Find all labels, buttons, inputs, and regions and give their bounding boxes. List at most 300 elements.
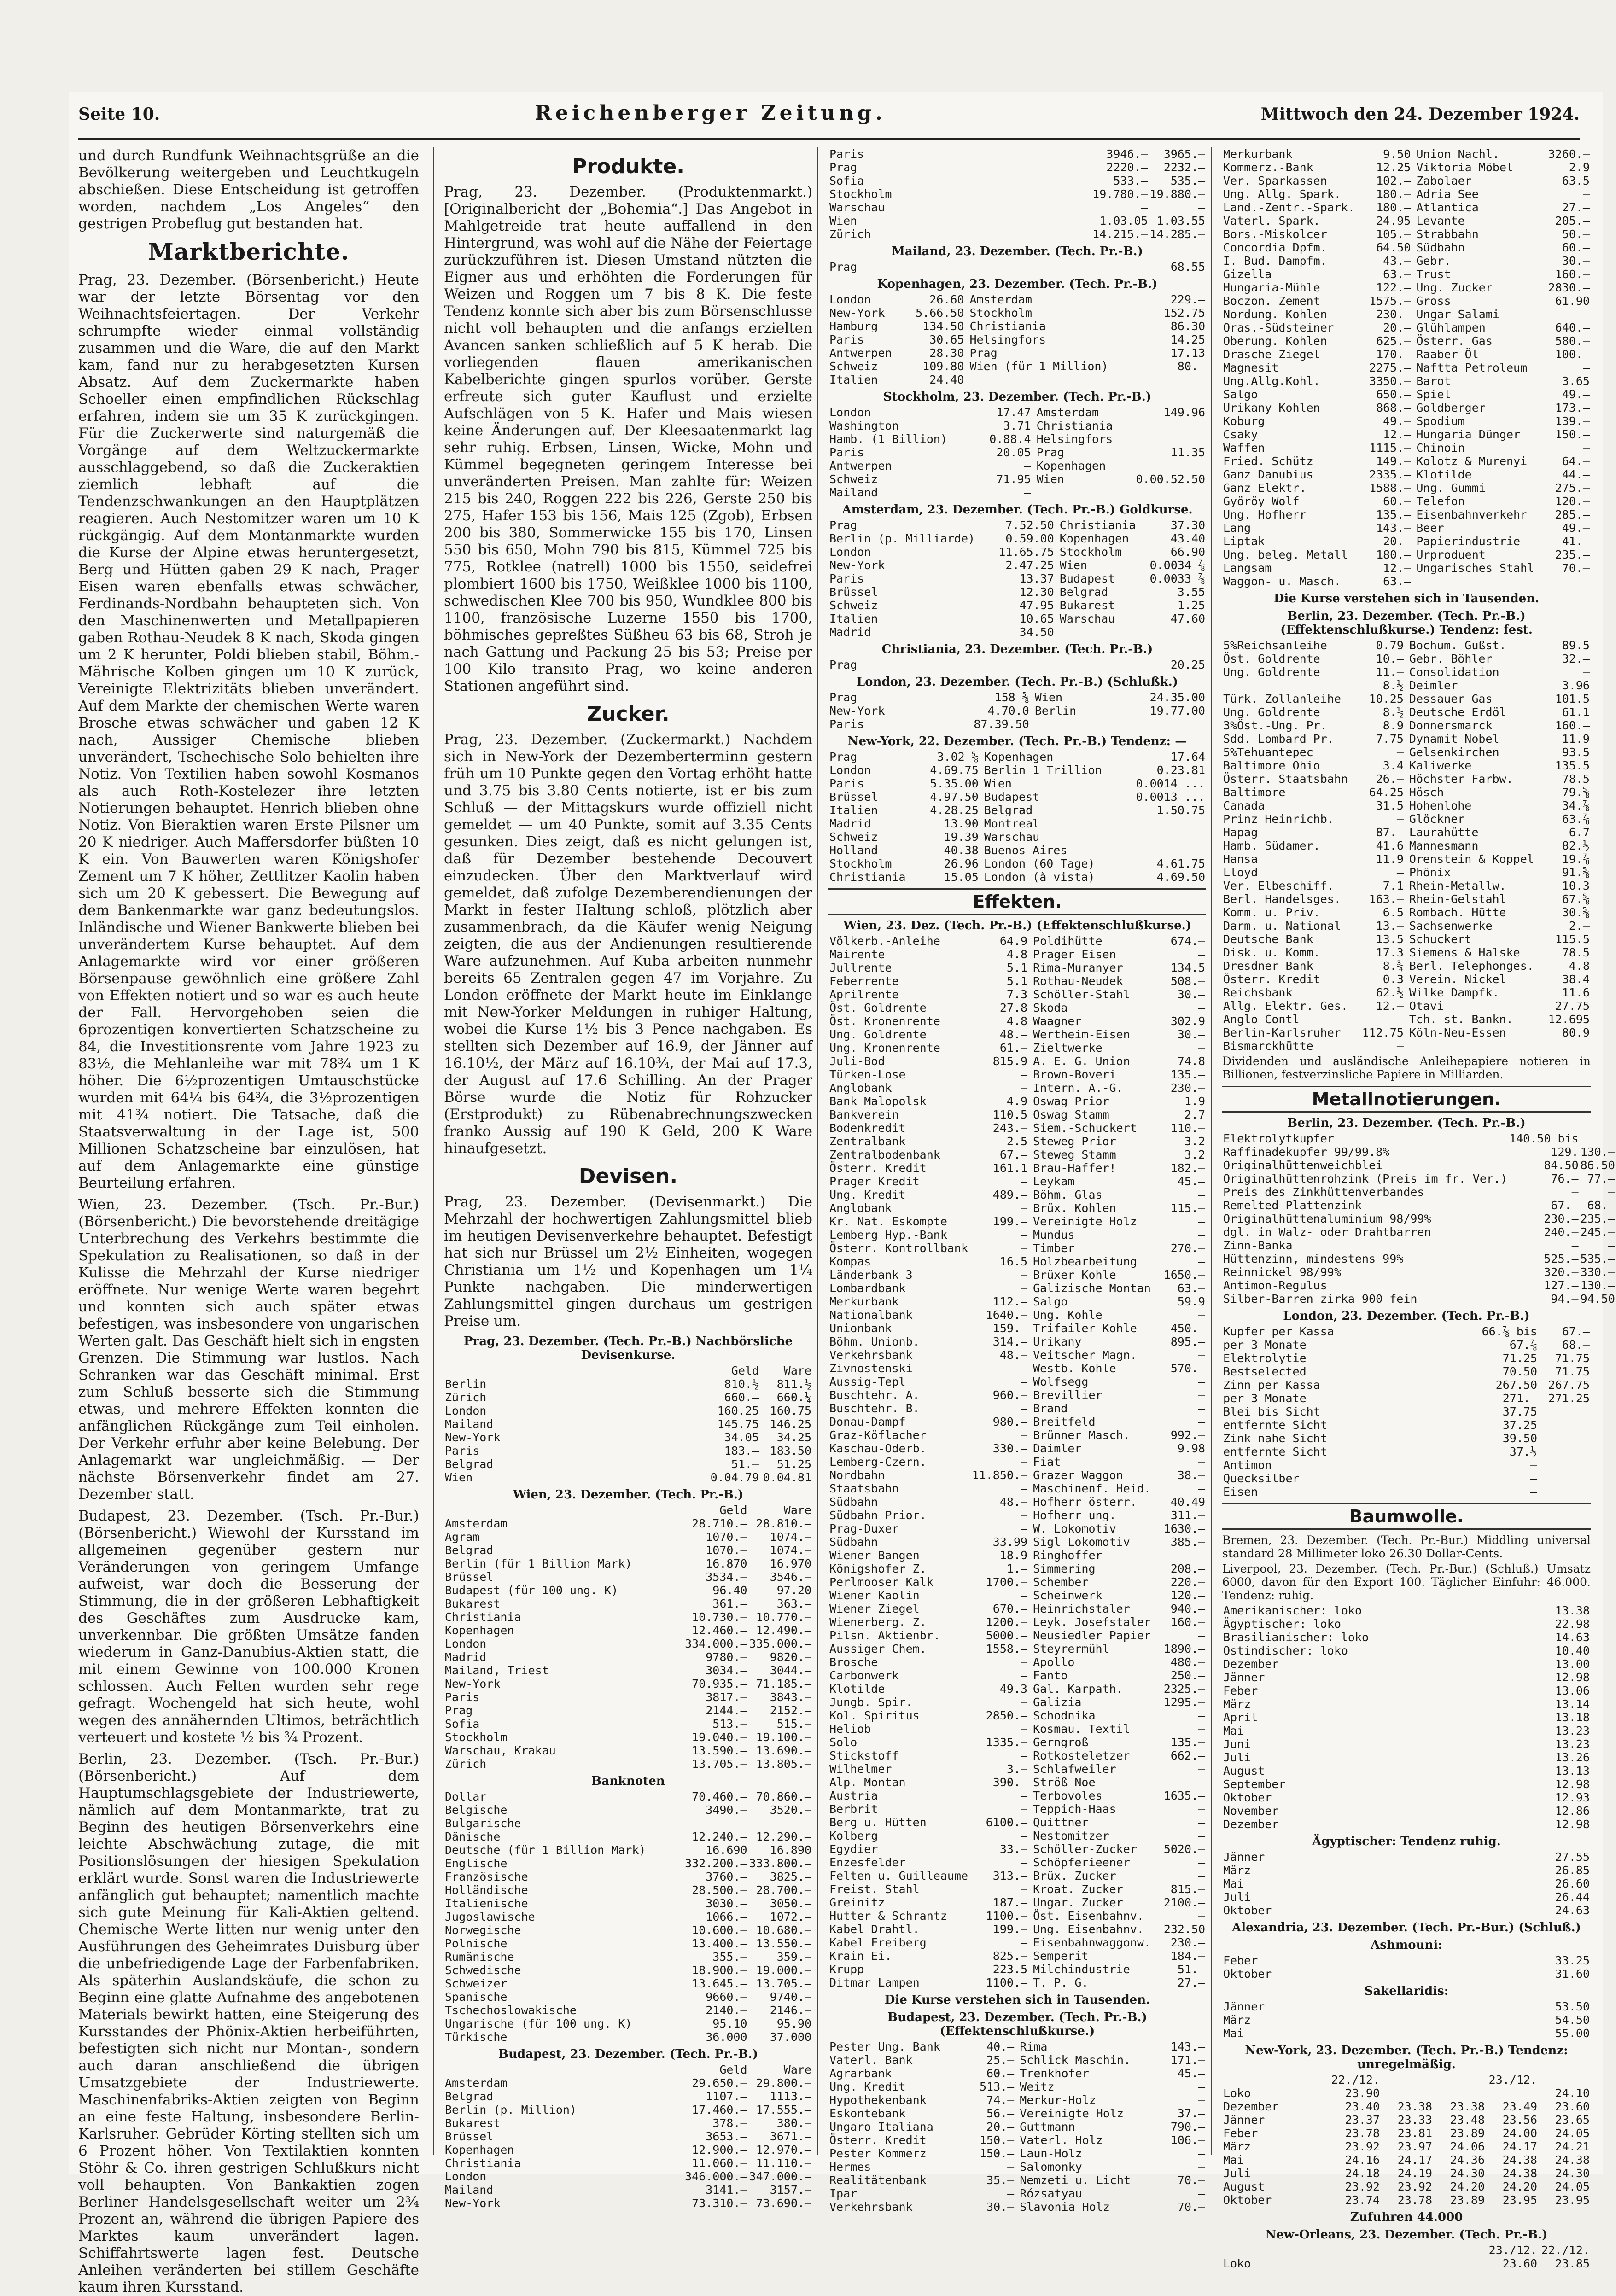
row-label: Raaber Öl: [1416, 348, 1479, 361]
row-value: 359.—: [776, 1950, 811, 1964]
row-value: 30.⅝: [1562, 906, 1590, 919]
table-row: [1222, 746, 1591, 759]
row-label: New-York: [829, 559, 885, 572]
row-value: —: [1198, 1722, 1205, 1736]
table-row: [444, 2143, 812, 2156]
row-label: Juli: [1223, 1890, 1251, 1904]
mailand-title: Mailand, 23. Dezember. (Tech. Pr.-B.): [892, 245, 1143, 258]
row-value: —: [1021, 1268, 1028, 1282]
row-label: Mai: [1223, 1877, 1244, 1890]
row-label: Mannesmann: [1409, 839, 1479, 852]
row-value: —: [1021, 1081, 1028, 1095]
row-label: Türkische: [445, 2030, 508, 2044]
row-value: —: [1198, 201, 1205, 214]
row-label: Warschau: [984, 830, 1040, 844]
row-value: —: [1021, 1201, 1028, 1215]
row-value: 670.—: [992, 1602, 1028, 1615]
row-label: New-York: [829, 704, 885, 717]
row-value: —: [804, 1817, 811, 1830]
table-row: [444, 1790, 812, 1803]
table-row: [444, 1923, 812, 1937]
row-label: Juli-Bod: [829, 1055, 885, 1068]
row-label: Timber: [1033, 1241, 1075, 1255]
row-value: 4.9: [1006, 1095, 1028, 1108]
row-label: Schöller-Stahl: [1033, 988, 1130, 1001]
row-value: 127.—: [1544, 1279, 1579, 1292]
table-row: [1222, 1013, 1591, 1026]
row-value: 13.400.—: [692, 1937, 747, 1950]
row-label: per 3 Monate: [1223, 1392, 1307, 1405]
sakel-table: [1222, 2000, 1591, 2040]
row-label: Oktober: [1223, 1904, 1272, 1917]
col-geld: Geld: [719, 1503, 747, 1517]
row-value: 23.90: [1345, 2086, 1380, 2100]
row-value: —: [1582, 361, 1590, 374]
row-value: 26.60: [1555, 1877, 1590, 1890]
row-label: Amerikanischer: loko: [1223, 1604, 1362, 1617]
row-label: Rhein-Metallw.: [1409, 879, 1506, 892]
row-label: November: [1223, 1804, 1279, 1818]
row-label: Österr. Staatsbahn: [1223, 772, 1348, 786]
row-value: 37.000: [770, 2030, 811, 2044]
row-value: 19.100.—: [756, 1731, 811, 1744]
row-label: Mai: [1223, 1724, 1244, 1737]
row-label: Bismarckhütte: [1223, 1039, 1313, 1053]
row-label: Ung. Kohle: [1033, 1308, 1103, 1322]
row-value: 3760.—: [706, 1870, 747, 1883]
row-label: Feber: [1223, 1954, 1258, 1967]
row-value: 10.3: [1562, 879, 1590, 892]
table-row: [1222, 826, 1591, 839]
row-value: 311.—: [1170, 1509, 1205, 1522]
row-label: Bulgarische: [445, 1817, 521, 1830]
row-value: 61.1: [1562, 705, 1590, 719]
row-value: 5.1: [1006, 961, 1028, 974]
row-label: Budapest: [1059, 572, 1115, 585]
row-label: Zentralbodenbank: [829, 1148, 940, 1161]
row-label: A. E. G. Union: [1033, 1055, 1130, 1068]
row-value: 3.96: [1562, 679, 1590, 692]
row-label: Sofia: [829, 174, 864, 187]
row-label: Enzesfelder: [829, 1856, 906, 1869]
banknoten-label: Banknoten: [591, 1774, 665, 1788]
row-value: —: [1198, 1909, 1205, 1923]
row-value: 93.5: [1562, 746, 1590, 759]
ashmouni-label: Ashmouni:: [1371, 1938, 1442, 1952]
budapest-effekten-continued: [1222, 147, 1591, 588]
table-row: [828, 1762, 1206, 1776]
row-value: 129.: [1551, 1145, 1579, 1159]
row-label: Spanische: [445, 1990, 508, 2004]
row-value: 12.30: [1019, 585, 1054, 599]
row-value: 150.—: [979, 2147, 1015, 2160]
row-value: 77.—: [1587, 1172, 1615, 1185]
row-value: 54.50: [1555, 2013, 1590, 2027]
newyork-cotton-title: New-York, 23. Dezember. (Tech. Pr.-B.) Tendenz: unregelmäßig.: [1245, 2044, 1568, 2071]
table-header: [444, 1503, 812, 1517]
row-label: Ganz Elektr.: [1223, 481, 1307, 495]
row-value: 11.35: [1170, 446, 1205, 459]
table-row: [828, 432, 1206, 446]
row-value: 11.9: [1562, 732, 1590, 746]
table-row: [828, 1629, 1206, 1642]
row-label: Goldberger: [1416, 401, 1486, 414]
table-row: [1222, 2153, 1591, 2167]
table-row: [1222, 214, 1591, 227]
row-value: 37.30: [1170, 519, 1205, 532]
row-value: —: [1021, 1362, 1028, 1375]
table-row: [828, 227, 1206, 241]
table-header: [1222, 2244, 1591, 2257]
row-value: 825.—: [992, 1949, 1028, 1963]
row-value: 13.705.—: [756, 1977, 811, 1990]
table-row: [828, 1402, 1206, 1415]
column-1: [78, 147, 419, 2296]
row-value: —: [1021, 1936, 1028, 1949]
table-row: [1222, 932, 1591, 946]
section-heading-baumwolle: Baumwolle.: [1222, 1503, 1591, 1530]
sakel-label: Sakellaridis:: [1364, 1984, 1449, 1998]
row-value: 23.95: [1502, 2193, 1537, 2207]
row-value: —: [1396, 746, 1404, 759]
row-label: [1055, 625, 1149, 639]
row-value: 199.—: [992, 1215, 1028, 1228]
row-value: 3.71: [1003, 419, 1031, 432]
london-title: London, 23. Dezember. (Tech. Pr.-B.) (Schlußk.): [856, 675, 1178, 689]
table-row: [1222, 161, 1591, 174]
row-label: Guttmann: [1020, 2120, 1075, 2133]
table-row: [1222, 732, 1591, 746]
row-value: 50.—: [1562, 227, 1590, 241]
row-value: 94.—: [1551, 1292, 1579, 1305]
table-row: [1222, 919, 1591, 932]
row-label: Böhm. Unionb.: [829, 1335, 920, 1348]
table-row: [1222, 2140, 1591, 2153]
row-label: Brand: [1033, 1402, 1068, 1415]
row-value: 6100.—: [986, 1816, 1028, 1829]
table-row: [828, 1108, 1206, 1121]
row-label: Prag: [969, 346, 998, 360]
row-value: 25.—: [986, 2053, 1015, 2067]
row-label: Verkehrsbank: [829, 2200, 913, 2214]
table-row: [828, 1709, 1206, 1722]
row-label: Kabel Freiberg: [829, 1936, 927, 1949]
row-label: Warschau: [1059, 612, 1115, 625]
table-row: [1222, 561, 1591, 575]
table-row: [828, 1362, 1206, 1375]
row-label: 3%Öst.-Ung. Pr.: [1223, 719, 1327, 732]
row-value: 267.50: [1495, 1378, 1537, 1392]
row-value: 1640.—: [986, 1308, 1028, 1322]
row-value: 3141.—: [706, 2183, 747, 2197]
prag-devisen-table: [444, 1364, 812, 1484]
row-value: 82.½: [1562, 839, 1590, 852]
table-row: [828, 1736, 1206, 1749]
row-label: Poldihütte: [1033, 934, 1103, 948]
row-value: —: [1198, 1776, 1205, 1789]
row-value: 73.690.—: [756, 2197, 811, 2210]
stockholm-title: Stockholm, 23. Dezember. (Tech. Pr.-B.): [883, 390, 1152, 404]
row-value: 26.44: [1555, 1890, 1590, 1904]
col-geld: Geld: [731, 1364, 759, 1377]
row-value: 640.—: [1555, 321, 1590, 334]
row-value: —: [1021, 1802, 1028, 1816]
row-value: 24.36: [1450, 2153, 1485, 2167]
row-label: Steweg Stamm: [1033, 1148, 1116, 1161]
row-label: Budapest (für 100 ung. K): [445, 1584, 618, 1597]
row-label: Salgo: [1223, 388, 1258, 401]
row-value: 9.98: [1177, 1442, 1205, 1455]
table-row: [828, 1722, 1206, 1736]
row-value: 149.96: [1163, 406, 1205, 419]
row-value: 320.—: [1544, 1265, 1579, 1279]
table-row: [1222, 1904, 1591, 1917]
table-row: [828, 1655, 1206, 1669]
row-value: 14.25: [1170, 333, 1205, 346]
row-value: 10.25: [1369, 692, 1404, 705]
row-value: 11.65.75: [998, 545, 1054, 559]
row-value: 13.37: [1019, 572, 1054, 585]
row-label: Wiener Kaolin: [829, 1589, 920, 1602]
row-label: Baltimore: [1223, 786, 1286, 799]
table-row: [1222, 1791, 1591, 1804]
row-value: 335.000.—: [749, 1637, 811, 1650]
row-value: 47.95: [1019, 599, 1054, 612]
row-value: 64.25: [1369, 786, 1404, 799]
row-value: 13.90: [944, 817, 979, 830]
table-row: [1222, 1644, 1591, 1657]
row-label: Galizia: [1033, 1696, 1082, 1709]
table-row: [1222, 1631, 1591, 1644]
row-value: 16.890: [770, 1843, 811, 1857]
row-value: 28.30: [929, 346, 964, 360]
row-value: 895.—: [1170, 1335, 1205, 1348]
row-value: 220.—: [1170, 1575, 1205, 1589]
row-label: Kopenhagen: [445, 2143, 514, 2156]
row-value: 1335.—: [986, 1736, 1028, 1749]
row-value: 12.240.—: [692, 1830, 747, 1843]
row-label: New-York: [445, 1431, 501, 1444]
table-row: [828, 187, 1206, 201]
row-label: Kaliwerke: [1409, 759, 1472, 772]
row-value: —: [1530, 1472, 1537, 1485]
row-value: 61.—: [999, 1041, 1028, 1055]
row-label: Barot: [1416, 374, 1451, 388]
table-row: [444, 1817, 812, 1830]
row-label: Langsam: [1223, 561, 1272, 575]
row-value: 66.90: [1170, 545, 1205, 559]
row-label: Greinitz: [829, 1896, 885, 1909]
table-row: [1222, 705, 1591, 719]
row-value: 208.—: [1170, 1562, 1205, 1575]
row-value: —: [740, 1817, 747, 1830]
row-value: 38.4: [1562, 973, 1590, 986]
row-label: Orenstein & Koppel: [1409, 852, 1534, 866]
row-value: —: [1021, 1696, 1028, 1709]
row-label: Pester Kommerz: [829, 2147, 927, 2160]
row-value: 24.38: [1502, 2167, 1537, 2180]
row-value: 19.780.—: [1092, 187, 1148, 201]
table-row: [1222, 1039, 1591, 1053]
row-label: Christiania: [969, 320, 1046, 333]
row-label: Unionbank: [829, 1322, 892, 1335]
row-label: Rothau-Neudek: [1033, 974, 1123, 988]
row-value: 2275.—: [1369, 361, 1411, 374]
row-value: 1115.—: [1369, 441, 1411, 455]
row-value: 346.000.—: [685, 2170, 747, 2183]
row-label: Königshofer Z.: [829, 1562, 927, 1575]
row-value: 145.75: [717, 1417, 759, 1431]
section-heading-zucker: Zucker.: [587, 702, 670, 726]
row-label: Gizella: [1223, 268, 1272, 281]
row-value: [1135, 844, 1206, 857]
row-label: Scheinwerk: [1033, 1589, 1103, 1602]
row-value: 40.49: [1170, 1495, 1205, 1509]
row-value: 3653.—: [706, 2130, 747, 2143]
row-label: Öst. Goldrente: [1223, 652, 1320, 665]
row-label: Lombardbank: [829, 1282, 906, 1295]
row-label: Oswag Prior: [1033, 1095, 1109, 1108]
row-value: —: [1198, 1455, 1205, 1469]
row-label: Hüttenzinn, mindestens 99%: [1223, 1252, 1404, 1265]
row-value: [1486, 2086, 1538, 2100]
row-value: 489.—: [992, 1188, 1028, 1201]
table-row: [1222, 679, 1591, 692]
row-value: 23.92: [1397, 2180, 1432, 2193]
table-row: [828, 817, 1206, 830]
row-label: Stockholm: [829, 187, 892, 201]
row-value: 10.730.—: [692, 1610, 747, 1624]
table-row: [828, 2053, 1206, 2067]
row-label: Gross: [1416, 294, 1451, 308]
table-row: [1222, 361, 1591, 374]
row-value: 33.99: [992, 1535, 1028, 1549]
row-value: —: [1198, 2093, 1205, 2107]
row-value: 9660.—: [706, 1990, 747, 2004]
row-value: 18.9: [999, 1549, 1028, 1562]
row-label: London (60 Tage): [984, 857, 1095, 870]
row-label: März: [1223, 2013, 1251, 2027]
table-row: [1222, 2027, 1591, 2040]
table-row: [1222, 866, 1591, 879]
row-label: Wien: [445, 1471, 473, 1484]
row-value: 232.50: [1163, 1923, 1205, 1936]
table-row: [828, 974, 1206, 988]
row-value: 51.25: [776, 1457, 811, 1471]
row-value: 230.—: [1170, 1936, 1205, 1949]
row-value: 71.75: [1555, 1352, 1590, 1365]
row-value: 71.75: [1555, 1365, 1590, 1378]
row-value: 45.—: [1177, 1175, 1205, 1188]
row-value: 513.—: [712, 1717, 747, 1731]
table-row: [828, 1241, 1206, 1255]
row-label: Mailand, Triest: [445, 1664, 549, 1677]
row-value: 334.000.—: [685, 1637, 747, 1650]
row-value: 3.2: [1184, 1135, 1205, 1148]
row-label: Heinrichstaler: [1033, 1602, 1130, 1615]
row-label: Rózsatyau: [1020, 2187, 1082, 2200]
row-label: London: [829, 763, 871, 777]
row-value: 980.—: [992, 1415, 1028, 1428]
row-value: 1575.—: [1369, 294, 1411, 308]
row-value: 3965.—: [1163, 147, 1205, 161]
table-row: [828, 1909, 1206, 1923]
table-row: [1222, 2193, 1591, 2207]
row-label: Buenos Aires: [984, 844, 1068, 857]
row-label: Südbahn Prior.: [829, 1509, 927, 1522]
row-label: Schlick Maschin.: [1020, 2053, 1131, 2067]
table-row: [828, 870, 1206, 884]
row-value: —: [1198, 1856, 1205, 1869]
table-row: [1222, 268, 1591, 281]
row-value: 1074.—: [770, 1544, 811, 1557]
row-value: 12.490.—: [756, 1624, 811, 1637]
row-label: Jänner: [1223, 2000, 1265, 2013]
table-row: [444, 2004, 812, 2017]
row-label: Land.-Zentr.-Spark.: [1223, 201, 1355, 214]
table-row: [1222, 1967, 1591, 1981]
row-value: —: [1021, 1455, 1028, 1469]
table-row: [1222, 892, 1591, 906]
row-label: Stockholm: [969, 306, 1032, 320]
col-date: 22./12.: [1331, 2073, 1380, 2086]
row-value: —: [1021, 1669, 1028, 1682]
table-row: [1222, 799, 1591, 812]
table-row: [828, 1308, 1206, 1322]
table-row: [1222, 639, 1591, 652]
aegypt-table: [1222, 1850, 1591, 1917]
row-label: Italien: [829, 612, 878, 625]
row-value: 26.—: [1376, 772, 1404, 786]
row-label: Concordia Dpfm.: [1223, 241, 1327, 254]
row-label: Französische: [445, 1870, 528, 1883]
table-row: [828, 1682, 1206, 1696]
row-label: Österr. Kredit: [1223, 973, 1320, 986]
row-value: —: [1198, 1215, 1205, 1228]
row-label: Berl. Telephonges.: [1409, 959, 1534, 973]
table-row: [1222, 388, 1591, 401]
table-row: [828, 1175, 1206, 1188]
table-row: [1222, 665, 1591, 679]
row-label: Oberung. Kohlen: [1223, 334, 1327, 348]
row-label: Antimon: [1223, 1458, 1272, 1472]
row-label: Buschtehr. A.: [829, 1388, 920, 1402]
table-row: [828, 1028, 1206, 1041]
table-row: [1222, 1418, 1591, 1432]
row-label: Darm. u. National: [1223, 919, 1341, 932]
row-label: Prag: [1036, 446, 1064, 459]
table-row: [828, 1562, 1206, 1575]
row-label: Wiener Ziegel: [829, 1602, 920, 1615]
row-label: Agram: [445, 1530, 480, 1544]
row-value: 17.64: [1170, 750, 1205, 763]
report-budapest: Budapest, 23. Dezember. (Tsch. Pr.-Bur.) (Börsenbericht.) Wiewohl der Kursstand im allgemeinen gegenüber gestern nur Veränderungen von geringem Umfange aufweist, war doch die Besserung der Stimmung, die in der größeren Lebhaftigkeit des Geschäftes zum Ausdrucke kam, unverkennbar. Die größten Umsätze fanden wiederum in Ganz-Danubius-Aktien statt, die mit einem Gewinne von 100.000 Kronen schlossen. Auch Felten wurden sehr rege gefragt. Wochengeld hat sich heute, wohl wegen des annähernden Ultimos, beträchtlich verteuert und kostete ½ bis ¾ Prozent.: [78, 1508, 419, 1746]
row-value: 230.—: [1170, 1081, 1205, 1095]
row-value: 23.33: [1397, 2113, 1432, 2127]
table-row: [1222, 2113, 1591, 2127]
row-label: Zentralbank: [829, 1135, 906, 1148]
row-label: Weitz: [1020, 2080, 1055, 2093]
row-value: —: [1198, 1375, 1205, 1388]
row-label: Union Nachl.: [1416, 147, 1499, 161]
table-row: [828, 1201, 1206, 1215]
table-row: [1222, 348, 1591, 361]
table-row: [828, 1882, 1206, 1896]
row-value: 48.—: [999, 1348, 1028, 1362]
row-value: 285.—: [1555, 508, 1590, 521]
table-row: [828, 1842, 1206, 1856]
col-ware: Ware: [783, 1364, 811, 1377]
